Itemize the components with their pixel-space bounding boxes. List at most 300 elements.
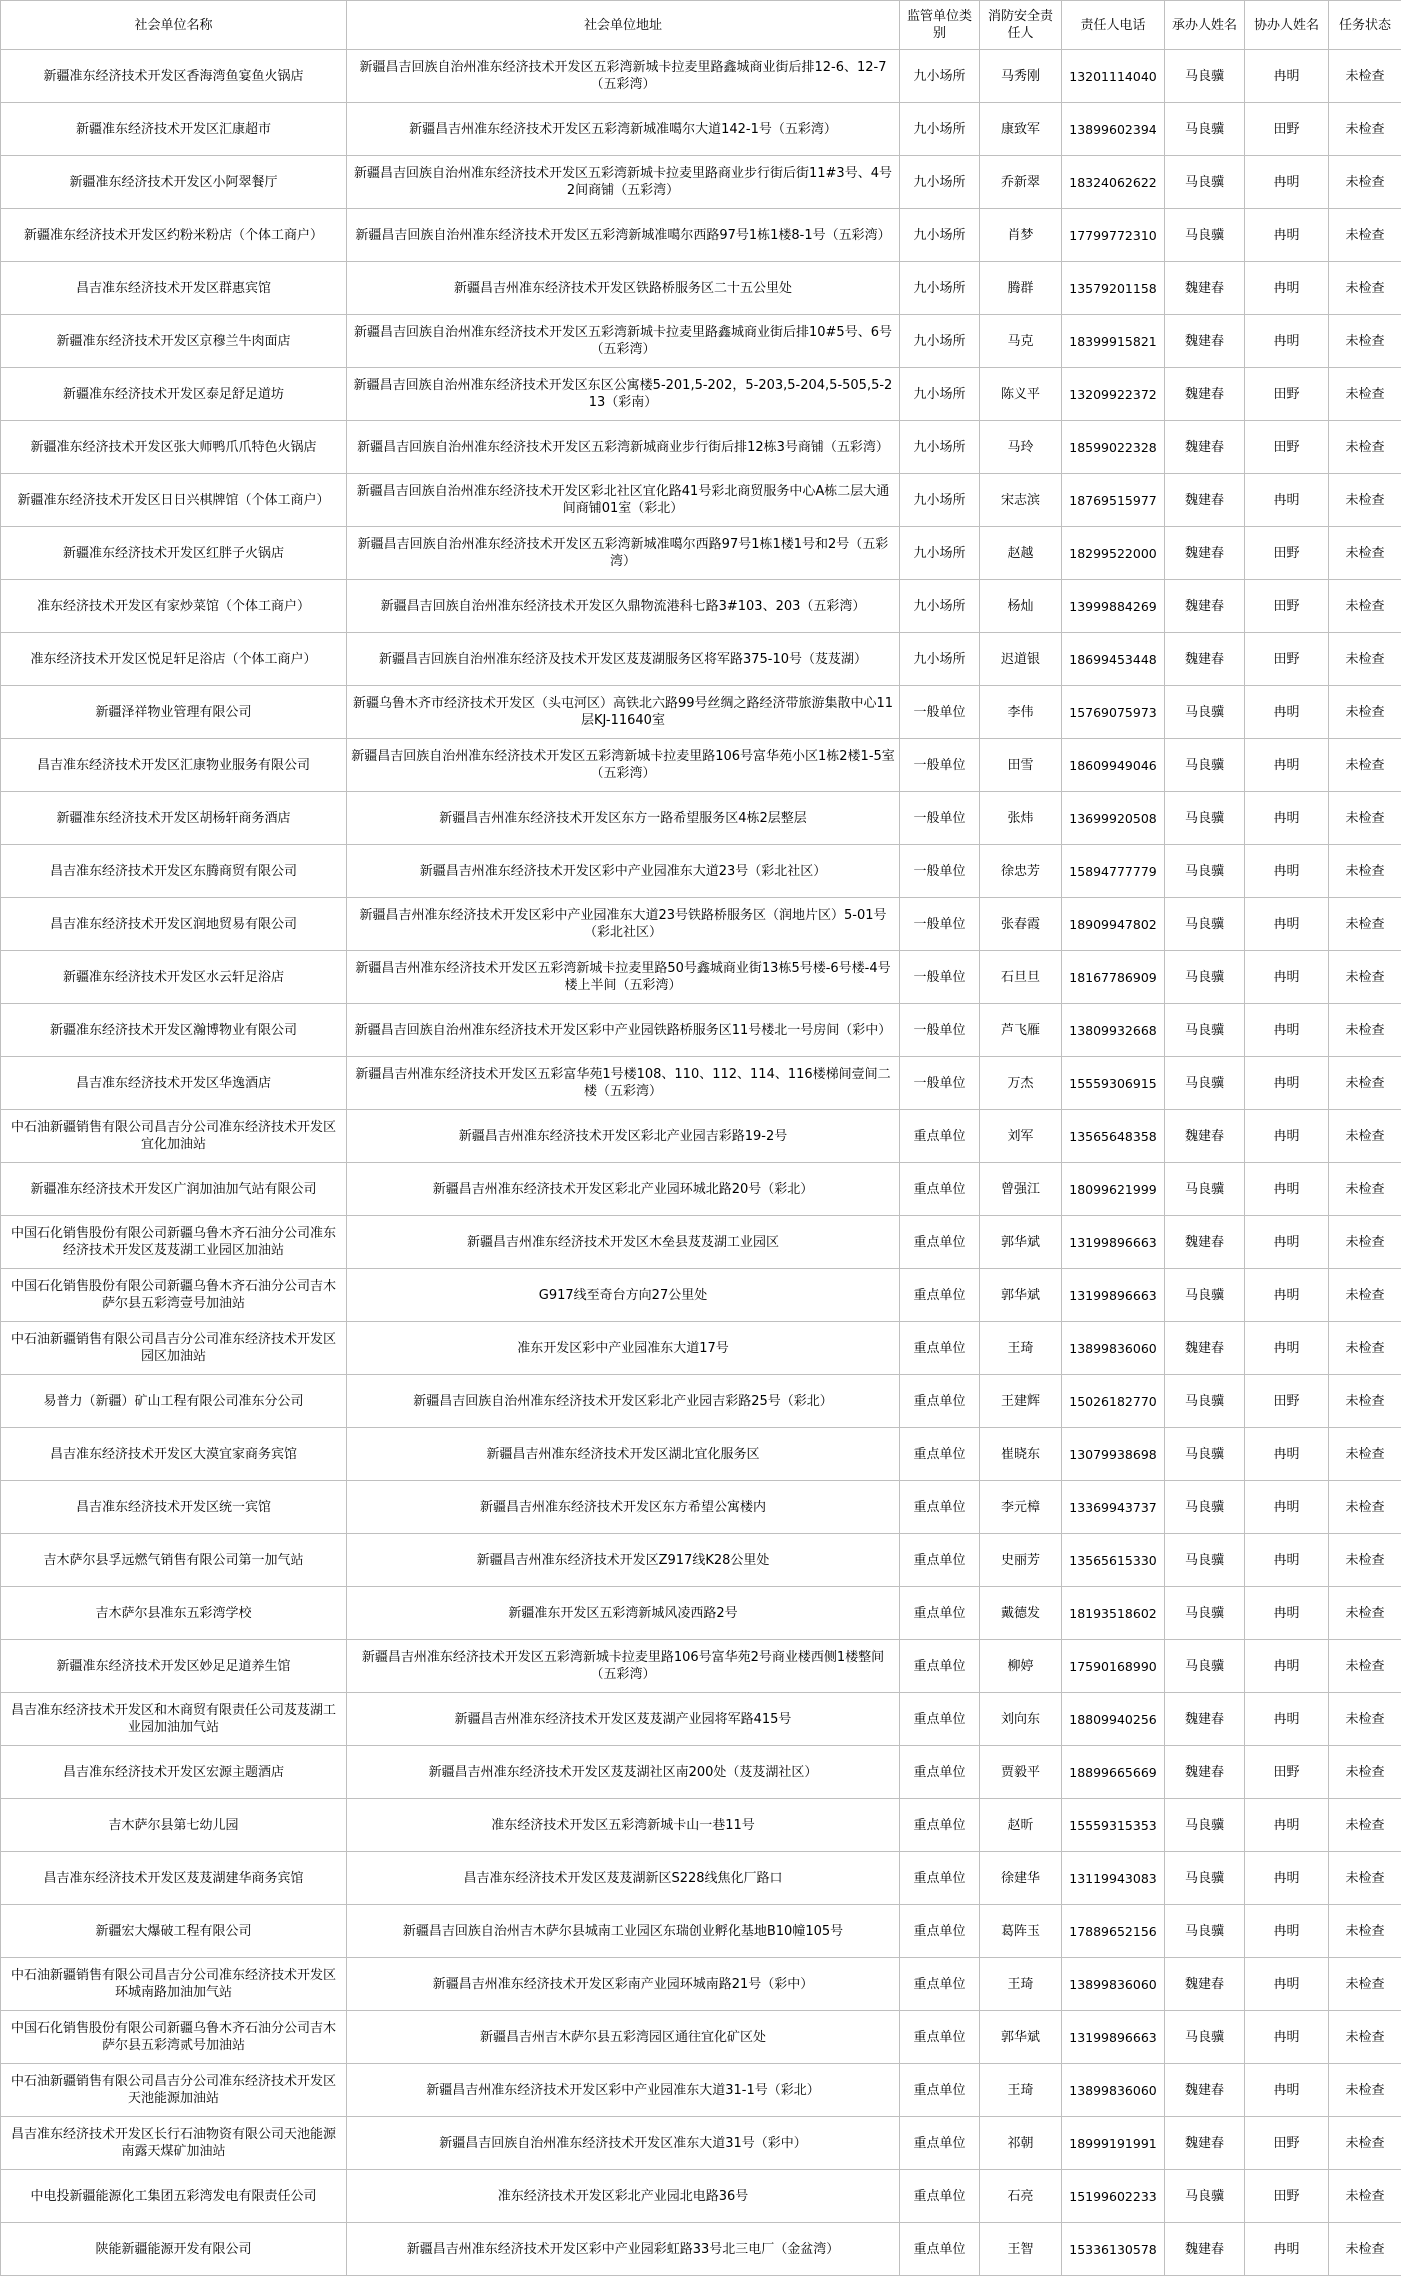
phone-cell: 13579201158 (1062, 262, 1165, 315)
assistant-cell: 冉明 (1245, 474, 1329, 527)
unit-name-cell: 新疆准东经济技术开发区泰足舒足道坊 (1, 368, 347, 421)
table-row (1, 739, 1401, 792)
assistant-cell: 冉明 (1245, 50, 1329, 103)
handler-cell: 魏建春 (1165, 633, 1245, 686)
safety-person-cell: 刘军 (980, 1110, 1062, 1163)
unit-name-cell: 中电投新疆能源化工集团五彩湾发电有限责任公司 (1, 2170, 347, 2223)
phone-cell: 13899836060 (1062, 1958, 1165, 2011)
unit-address-cell: 新疆昌吉州准东经济技术开发区芨芨湖产业园将军路415号 (347, 1693, 900, 1746)
handler-cell: 马良骥 (1165, 1428, 1245, 1481)
table-row (1, 1269, 1401, 1322)
table-row (1, 2117, 1401, 2170)
category-cell: 重点单位 (900, 1693, 980, 1746)
table-row (1, 1322, 1401, 1375)
safety-person-cell: 曾强江 (980, 1163, 1062, 1216)
unit-address-cell: 准东开发区彩中产业园准东大道17号 (347, 1322, 900, 1375)
unit-name-cell: 新疆准东经济技术开发区广润加油加气站有限公司 (1, 1163, 347, 1216)
safety-person-cell: 李元樟 (980, 1481, 1062, 1534)
phone-cell: 13999884269 (1062, 580, 1165, 633)
handler-cell: 马良骥 (1165, 1057, 1245, 1110)
unit-address-cell: 新疆昌吉州准东经济技术开发区木垒县芨芨湖工业园区 (347, 1216, 900, 1269)
handler-cell: 马良骥 (1165, 2170, 1245, 2223)
unit-address-cell: 新疆昌吉回族自治州准东经济技术开发区五彩湾新城商业步行街后排12栋3号商铺（五彩湾） (347, 421, 900, 474)
unit-address-cell: 新疆昌吉州准东经济技术开发区彩中产业园准东大道23号铁路桥服务区（润地片区）5-01号（彩北社区） (347, 898, 900, 951)
phone-cell: 15199602233 (1062, 2170, 1165, 2223)
safety-person-cell: 王琦 (980, 1322, 1062, 1375)
status-cell: 未检查 (1329, 686, 1401, 739)
unit-name-cell: 昌吉准东经济技术开发区群惠宾馆 (1, 262, 347, 315)
category-cell: 重点单位 (900, 1587, 980, 1640)
category-cell: 重点单位 (900, 2170, 980, 2223)
category-cell: 九小场所 (900, 156, 980, 209)
handler-cell: 魏建春 (1165, 1322, 1245, 1375)
phone-cell: 18399915821 (1062, 315, 1165, 368)
handler-cell: 魏建春 (1165, 315, 1245, 368)
handler-cell: 马良骥 (1165, 792, 1245, 845)
handler-cell: 马良骥 (1165, 1640, 1245, 1693)
phone-cell: 13699920508 (1062, 792, 1165, 845)
table-row (1, 633, 1401, 686)
phone-cell: 17889652156 (1062, 1905, 1165, 1958)
category-cell: 重点单位 (900, 1481, 980, 1534)
assistant-cell: 田野 (1245, 1746, 1329, 1799)
status-cell: 未检查 (1329, 1640, 1401, 1693)
phone-cell: 17590168990 (1062, 1640, 1165, 1693)
unit-name-cell: 新疆准东经济技术开发区汇康超市 (1, 103, 347, 156)
table-row (1, 2223, 1401, 2276)
table-row (1, 1057, 1401, 1110)
assistant-cell: 田野 (1245, 1375, 1329, 1428)
assistant-cell: 冉明 (1245, 1269, 1329, 1322)
assistant-cell: 冉明 (1245, 2011, 1329, 2064)
unit-address-cell: 新疆昌吉州准东经济技术开发区彩中产业园准东大道23号（彩北社区） (347, 845, 900, 898)
safety-person-cell: 史丽芳 (980, 1534, 1062, 1587)
table-row (1, 1163, 1401, 1216)
status-cell: 未检查 (1329, 1746, 1401, 1799)
unit-address-cell: 准东经济技术开发区五彩湾新城卡山一巷11号 (347, 1799, 900, 1852)
safety-person-cell: 崔晓东 (980, 1428, 1062, 1481)
assistant-cell: 冉明 (1245, 1852, 1329, 1905)
category-cell: 重点单位 (900, 1216, 980, 1269)
assistant-cell: 田野 (1245, 633, 1329, 686)
table-row (1, 421, 1401, 474)
handler-cell: 魏建春 (1165, 368, 1245, 421)
unit-name-cell: 吉木萨尔县第七幼儿园 (1, 1799, 347, 1852)
safety-person-cell: 贾毅平 (980, 1746, 1062, 1799)
phone-cell: 18609949046 (1062, 739, 1165, 792)
assistant-cell: 冉明 (1245, 262, 1329, 315)
table-row (1, 580, 1401, 633)
unit-address-cell: 新疆昌吉州准东经济技术开发区芨芨湖社区南200处（芨芨湖社区） (347, 1746, 900, 1799)
table-row (1, 845, 1401, 898)
header-handler: 承办人姓名 (1165, 1, 1245, 50)
assistant-cell: 冉明 (1245, 156, 1329, 209)
status-cell: 未检查 (1329, 2223, 1401, 2276)
table-row (1, 1216, 1401, 1269)
safety-person-cell: 迟道银 (980, 633, 1062, 686)
safety-person-cell: 芦飞雁 (980, 1004, 1062, 1057)
status-cell: 未检查 (1329, 633, 1401, 686)
category-cell: 九小场所 (900, 315, 980, 368)
table-row (1, 792, 1401, 845)
header-assistant: 协办人姓名 (1245, 1, 1329, 50)
status-cell: 未检查 (1329, 474, 1401, 527)
unit-address-cell: 新疆昌吉州准东经济技术开发区五彩湾新城卡拉麦里路106号富华苑2号商业楼西侧1楼整间（五彩湾） (347, 1640, 900, 1693)
unit-address-cell: 新疆昌吉州准东经济技术开发区彩中产业园彩虹路33号北三电厂（金盆湾） (347, 2223, 900, 2276)
category-cell: 一般单位 (900, 845, 980, 898)
table-row (1, 1481, 1401, 1534)
safety-person-cell: 王智 (980, 2223, 1062, 2276)
category-cell: 一般单位 (900, 739, 980, 792)
unit-address-cell: 新疆昌吉回族自治州准东经济及技术开发区芨芨湖服务区将军路375-10号（芨芨湖） (347, 633, 900, 686)
safety-person-cell: 郭华斌 (980, 1216, 1062, 1269)
assistant-cell: 田野 (1245, 2117, 1329, 2170)
phone-cell: 18099621999 (1062, 1163, 1165, 1216)
handler-cell: 马良骥 (1165, 1905, 1245, 1958)
handler-cell: 魏建春 (1165, 262, 1245, 315)
phone-cell: 18999191991 (1062, 2117, 1165, 2170)
phone-cell: 13899602394 (1062, 103, 1165, 156)
category-cell: 一般单位 (900, 686, 980, 739)
assistant-cell: 冉明 (1245, 845, 1329, 898)
handler-cell: 魏建春 (1165, 1216, 1245, 1269)
phone-cell: 18699453448 (1062, 633, 1165, 686)
phone-cell: 13899836060 (1062, 1322, 1165, 1375)
phone-cell: 13199896663 (1062, 1269, 1165, 1322)
unit-address-cell: 新疆昌吉州准东经济技术开发区彩北产业园吉彩路19-2号 (347, 1110, 900, 1163)
unit-address-cell: 准东经济技术开发区彩北产业园北电路36号 (347, 2170, 900, 2223)
status-cell: 未检查 (1329, 1958, 1401, 2011)
handler-cell: 魏建春 (1165, 2223, 1245, 2276)
assistant-cell: 冉明 (1245, 1640, 1329, 1693)
category-cell: 一般单位 (900, 1057, 980, 1110)
unit-address-cell: 新疆昌吉回族自治州准东经济技术开发区五彩湾新城卡拉麦里路鑫城商业街后排12-6、12-7（五彩湾） (347, 50, 900, 103)
category-cell: 九小场所 (900, 421, 980, 474)
table-row (1, 898, 1401, 951)
status-cell: 未检查 (1329, 527, 1401, 580)
status-cell: 未检查 (1329, 2170, 1401, 2223)
status-cell: 未检查 (1329, 262, 1401, 315)
unit-name-cell: 新疆准东经济技术开发区妙足足道养生馆 (1, 1640, 347, 1693)
category-cell: 重点单位 (900, 1428, 980, 1481)
status-cell: 未检查 (1329, 2011, 1401, 2064)
table-row (1, 1958, 1401, 2011)
unit-address-cell: 新疆昌吉州准东经济技术开发区五彩湾新城卡拉麦里路50号鑫城商业街13栋5号楼-6号楼-4号楼上半间（五彩湾） (347, 951, 900, 1004)
safety-person-cell: 石旦旦 (980, 951, 1062, 1004)
table-row (1, 1799, 1401, 1852)
status-cell: 未检查 (1329, 1534, 1401, 1587)
table-row (1, 1534, 1401, 1587)
status-cell: 未检查 (1329, 951, 1401, 1004)
table-row (1, 1640, 1401, 1693)
status-cell: 未检查 (1329, 1905, 1401, 1958)
phone-cell: 18809940256 (1062, 1693, 1165, 1746)
category-cell: 重点单位 (900, 1958, 980, 2011)
assistant-cell: 冉明 (1245, 898, 1329, 951)
unit-name-cell: 陕能新疆能源开发有限公司 (1, 2223, 347, 2276)
unit-name-cell: 易普力（新疆）矿山工程有限公司准东分公司 (1, 1375, 347, 1428)
assistant-cell: 冉明 (1245, 1905, 1329, 1958)
category-cell: 九小场所 (900, 103, 980, 156)
phone-cell: 13199896663 (1062, 2011, 1165, 2064)
assistant-cell: 田野 (1245, 527, 1329, 580)
handler-cell: 魏建春 (1165, 1110, 1245, 1163)
status-cell: 未检查 (1329, 845, 1401, 898)
unit-name-cell: 昌吉准东经济技术开发区润地贸易有限公司 (1, 898, 347, 951)
unit-address-cell: 新疆昌吉州准东经济技术开发区东方希望公寓楼内 (347, 1481, 900, 1534)
category-cell: 重点单位 (900, 2117, 980, 2170)
status-cell: 未检查 (1329, 1269, 1401, 1322)
assistant-cell: 田野 (1245, 2170, 1329, 2223)
unit-address-cell: 新疆昌吉州准东经济技术开发区彩中产业园准东大道31-1号（彩北） (347, 2064, 900, 2117)
header-phone: 责任人电话 (1062, 1, 1165, 50)
category-cell: 九小场所 (900, 474, 980, 527)
table-row (1, 368, 1401, 421)
status-cell: 未检查 (1329, 739, 1401, 792)
phone-cell: 13369943737 (1062, 1481, 1165, 1534)
phone-cell: 18299522000 (1062, 527, 1165, 580)
safety-person-cell: 刘向东 (980, 1693, 1062, 1746)
unit-address-cell: 新疆昌吉回族自治州准东经济技术开发区五彩湾新城准噶尔西路97号1栋1楼8-1号（五彩湾） (347, 209, 900, 262)
header-category: 监管单位类别 (900, 1, 980, 50)
table-row (1, 1693, 1401, 1746)
safety-person-cell: 王琦 (980, 1958, 1062, 2011)
header-safety-person: 消防安全责任人 (980, 1, 1062, 50)
unit-name-cell: 新疆准东经济技术开发区红胖子火锅店 (1, 527, 347, 580)
unit-address-cell: 昌吉准东经济技术开发区芨芨湖新区S228线焦化厂路口 (347, 1852, 900, 1905)
phone-cell: 18324062622 (1062, 156, 1165, 209)
safety-person-cell: 马克 (980, 315, 1062, 368)
safety-person-cell: 杨灿 (980, 580, 1062, 633)
status-cell: 未检查 (1329, 1799, 1401, 1852)
handler-cell: 魏建春 (1165, 421, 1245, 474)
status-cell: 未检查 (1329, 50, 1401, 103)
safety-person-cell: 肖梦 (980, 209, 1062, 262)
phone-cell: 13201114040 (1062, 50, 1165, 103)
safety-person-cell: 戴德发 (980, 1587, 1062, 1640)
category-cell: 九小场所 (900, 209, 980, 262)
table-row (1, 527, 1401, 580)
unit-name-cell: 新疆准东经济技术开发区瀚博物业有限公司 (1, 1004, 347, 1057)
table-row (1, 2170, 1401, 2223)
status-cell: 未检查 (1329, 1852, 1401, 1905)
phone-cell: 15769075973 (1062, 686, 1165, 739)
handler-cell: 魏建春 (1165, 527, 1245, 580)
phone-cell: 18769515977 (1062, 474, 1165, 527)
status-cell: 未检查 (1329, 1322, 1401, 1375)
table-row (1, 1587, 1401, 1640)
table-row (1, 2011, 1401, 2064)
unit-address-cell: 新疆昌吉回族自治州准东经济技术开发区五彩湾新城卡拉麦里路106号富华苑小区1栋2楼1-5室（五彩湾） (347, 739, 900, 792)
assistant-cell: 冉明 (1245, 1322, 1329, 1375)
status-cell: 未检查 (1329, 1587, 1401, 1640)
status-cell: 未检查 (1329, 1481, 1401, 1534)
assistant-cell: 冉明 (1245, 1481, 1329, 1534)
unit-name-cell: 昌吉准东经济技术开发区大漠宜家商务宾馆 (1, 1428, 347, 1481)
safety-person-cell: 万杰 (980, 1057, 1062, 1110)
category-cell: 重点单位 (900, 1110, 980, 1163)
table-row (1, 1852, 1401, 1905)
category-cell: 重点单位 (900, 1322, 980, 1375)
safety-person-cell: 张春霞 (980, 898, 1062, 951)
category-cell: 重点单位 (900, 1852, 980, 1905)
handler-cell: 马良骥 (1165, 898, 1245, 951)
assistant-cell: 冉明 (1245, 315, 1329, 368)
unit-address-cell: 新疆昌吉州准东经济技术开发区铁路桥服务区二十五公里处 (347, 262, 900, 315)
handler-cell: 马良骥 (1165, 103, 1245, 156)
status-cell: 未检查 (1329, 2117, 1401, 2170)
status-cell: 未检查 (1329, 2064, 1401, 2117)
safety-person-cell: 徐建华 (980, 1852, 1062, 1905)
table-row (1, 209, 1401, 262)
safety-person-cell: 宋志滨 (980, 474, 1062, 527)
unit-name-cell: 新疆宏大爆破工程有限公司 (1, 1905, 347, 1958)
assistant-cell: 冉明 (1245, 1163, 1329, 1216)
unit-name-cell: 中石油新疆销售有限公司昌吉分公司准东经济技术开发区宜化加油站 (1, 1110, 347, 1163)
assistant-cell: 冉明 (1245, 1216, 1329, 1269)
unit-name-cell: 新疆准东经济技术开发区约粉米粉店（个体工商户） (1, 209, 347, 262)
handler-cell: 魏建春 (1165, 2064, 1245, 2117)
phone-cell: 13079938698 (1062, 1428, 1165, 1481)
status-cell: 未检查 (1329, 103, 1401, 156)
handler-cell: 马良骥 (1165, 2011, 1245, 2064)
status-cell: 未检查 (1329, 315, 1401, 368)
phone-cell: 15026182770 (1062, 1375, 1165, 1428)
safety-person-cell: 徐忠芳 (980, 845, 1062, 898)
assistant-cell: 冉明 (1245, 1958, 1329, 2011)
handler-cell: 马良骥 (1165, 845, 1245, 898)
safety-person-cell: 李伟 (980, 686, 1062, 739)
safety-person-cell: 康致军 (980, 103, 1062, 156)
unit-address-cell: 新疆昌吉州准东经济技术开发区Z917线K28公里处 (347, 1534, 900, 1587)
phone-cell: 18167786909 (1062, 951, 1165, 1004)
unit-address-cell: 新疆昌吉州准东经济技术开发区五彩湾新城准噶尔大道142-1号（五彩湾） (347, 103, 900, 156)
category-cell: 一般单位 (900, 792, 980, 845)
status-cell: 未检查 (1329, 792, 1401, 845)
unit-name-cell: 新疆准东经济技术开发区胡杨轩商务酒店 (1, 792, 347, 845)
status-cell: 未检查 (1329, 1216, 1401, 1269)
handler-cell: 马良骥 (1165, 951, 1245, 1004)
assistant-cell: 冉明 (1245, 1428, 1329, 1481)
phone-cell: 13565648358 (1062, 1110, 1165, 1163)
unit-address-cell: 新疆昌吉回族自治州准东经济技术开发区彩中产业园铁路桥服务区11号楼北一号房间（彩中） (347, 1004, 900, 1057)
handler-cell: 马良骥 (1165, 686, 1245, 739)
handler-cell: 马良骥 (1165, 1163, 1245, 1216)
unit-name-cell: 昌吉准东经济技术开发区东腾商贸有限公司 (1, 845, 347, 898)
status-cell: 未检查 (1329, 1163, 1401, 1216)
unit-name-cell: 新疆泽祥物业管理有限公司 (1, 686, 347, 739)
category-cell: 重点单位 (900, 1799, 980, 1852)
unit-name-cell: 准东经济技术开发区悦足轩足浴店（个体工商户） (1, 633, 347, 686)
unit-name-cell: 昌吉准东经济技术开发区和木商贸有限责任公司芨芨湖工业园加油加气站 (1, 1693, 347, 1746)
safety-person-cell: 祁朝 (980, 2117, 1062, 2170)
unit-address-cell: 新疆昌吉回族自治州准东经济技术开发区准东大道31号（彩中） (347, 2117, 900, 2170)
phone-cell: 18193518602 (1062, 1587, 1165, 1640)
assistant-cell: 冉明 (1245, 209, 1329, 262)
status-cell: 未检查 (1329, 421, 1401, 474)
table-row (1, 103, 1401, 156)
status-cell: 未检查 (1329, 1375, 1401, 1428)
assistant-cell: 田野 (1245, 421, 1329, 474)
category-cell: 重点单位 (900, 1375, 980, 1428)
handler-cell: 马良骥 (1165, 1004, 1245, 1057)
phone-cell: 13809932668 (1062, 1004, 1165, 1057)
category-cell: 一般单位 (900, 951, 980, 1004)
unit-address-cell: 新疆昌吉回族自治州准东经济技术开发区五彩湾新城准噶尔西路97号1栋1楼1号和2号（五彩湾） (347, 527, 900, 580)
unit-name-cell: 吉木萨尔县准东五彩湾学校 (1, 1587, 347, 1640)
category-cell: 重点单位 (900, 1534, 980, 1587)
table-row (1, 474, 1401, 527)
status-cell: 未检查 (1329, 1057, 1401, 1110)
category-cell: 重点单位 (900, 1163, 980, 1216)
table-row (1, 156, 1401, 209)
table-row (1, 1110, 1401, 1163)
unit-address-cell: 新疆昌吉回族自治州准东经济技术开发区彩北社区宜化路41号彩北商贸服务中心A栋二层大通间商铺01室（彩北） (347, 474, 900, 527)
unit-address-cell: 新疆昌吉回族自治州准东经济技术开发区五彩湾新城卡拉麦里路鑫城商业街后排10#5号、6号（五彩湾） (347, 315, 900, 368)
handler-cell: 马良骥 (1165, 1799, 1245, 1852)
handler-cell: 马良骥 (1165, 1269, 1245, 1322)
header-status: 任务状态 (1329, 1, 1401, 50)
safety-person-cell: 陈义平 (980, 368, 1062, 421)
table-row (1, 262, 1401, 315)
phone-cell: 15559306915 (1062, 1057, 1165, 1110)
phone-cell: 13899836060 (1062, 2064, 1165, 2117)
table-header (1, 1, 1401, 50)
table-row (1, 2064, 1401, 2117)
safety-person-cell: 腾群 (980, 262, 1062, 315)
safety-person-cell: 郭华斌 (980, 1269, 1062, 1322)
phone-cell: 15894777779 (1062, 845, 1165, 898)
phone-cell: 15559315353 (1062, 1799, 1165, 1852)
category-cell: 一般单位 (900, 898, 980, 951)
unit-name-cell: 新疆准东经济技术开发区香海湾鱼宴鱼火锅店 (1, 50, 347, 103)
assistant-cell: 冉明 (1245, 1110, 1329, 1163)
safety-person-cell: 郭华斌 (980, 2011, 1062, 2064)
phone-cell: 15336130578 (1062, 2223, 1165, 2276)
unit-name-cell: 中国石化销售股份有限公司新疆乌鲁木齐石油分公司吉木萨尔县五彩湾贰号加油站 (1, 2011, 347, 2064)
handler-cell: 魏建春 (1165, 474, 1245, 527)
unit-name-cell: 新疆准东经济技术开发区京穆兰牛肉面店 (1, 315, 347, 368)
handler-cell: 马良骥 (1165, 50, 1245, 103)
unit-name-cell: 中石油新疆销售有限公司昌吉分公司准东经济技术开发区园区加油站 (1, 1322, 347, 1375)
table-row (1, 50, 1401, 103)
unit-address-cell: 新疆昌吉回族自治州准东经济技术开发区五彩湾新城卡拉麦里路商业步行街后街11#3号、4号2间商铺（五彩湾） (347, 156, 900, 209)
assistant-cell: 冉明 (1245, 1004, 1329, 1057)
phone-cell: 13565615330 (1062, 1534, 1165, 1587)
status-cell: 未检查 (1329, 898, 1401, 951)
safety-person-cell: 王琦 (980, 2064, 1062, 2117)
assistant-cell: 冉明 (1245, 739, 1329, 792)
category-cell: 重点单位 (900, 2064, 980, 2117)
status-cell: 未检查 (1329, 1693, 1401, 1746)
table-row (1, 315, 1401, 368)
status-cell: 未检查 (1329, 368, 1401, 421)
category-cell: 重点单位 (900, 2223, 980, 2276)
phone-cell: 18899665669 (1062, 1746, 1165, 1799)
unit-name-cell: 新疆准东经济技术开发区张大师鸭爪爪特色火锅店 (1, 421, 347, 474)
assistant-cell: 冉明 (1245, 1693, 1329, 1746)
unit-name-cell: 昌吉准东经济技术开发区汇康物业服务有限公司 (1, 739, 347, 792)
assistant-cell: 冉明 (1245, 792, 1329, 845)
assistant-cell: 冉明 (1245, 686, 1329, 739)
phone-cell: 18599022328 (1062, 421, 1165, 474)
status-cell: 未检查 (1329, 1110, 1401, 1163)
handler-cell: 马良骥 (1165, 739, 1245, 792)
assistant-cell: 田野 (1245, 580, 1329, 633)
category-cell: 九小场所 (900, 580, 980, 633)
safety-person-cell: 马玲 (980, 421, 1062, 474)
phone-cell: 18909947802 (1062, 898, 1165, 951)
